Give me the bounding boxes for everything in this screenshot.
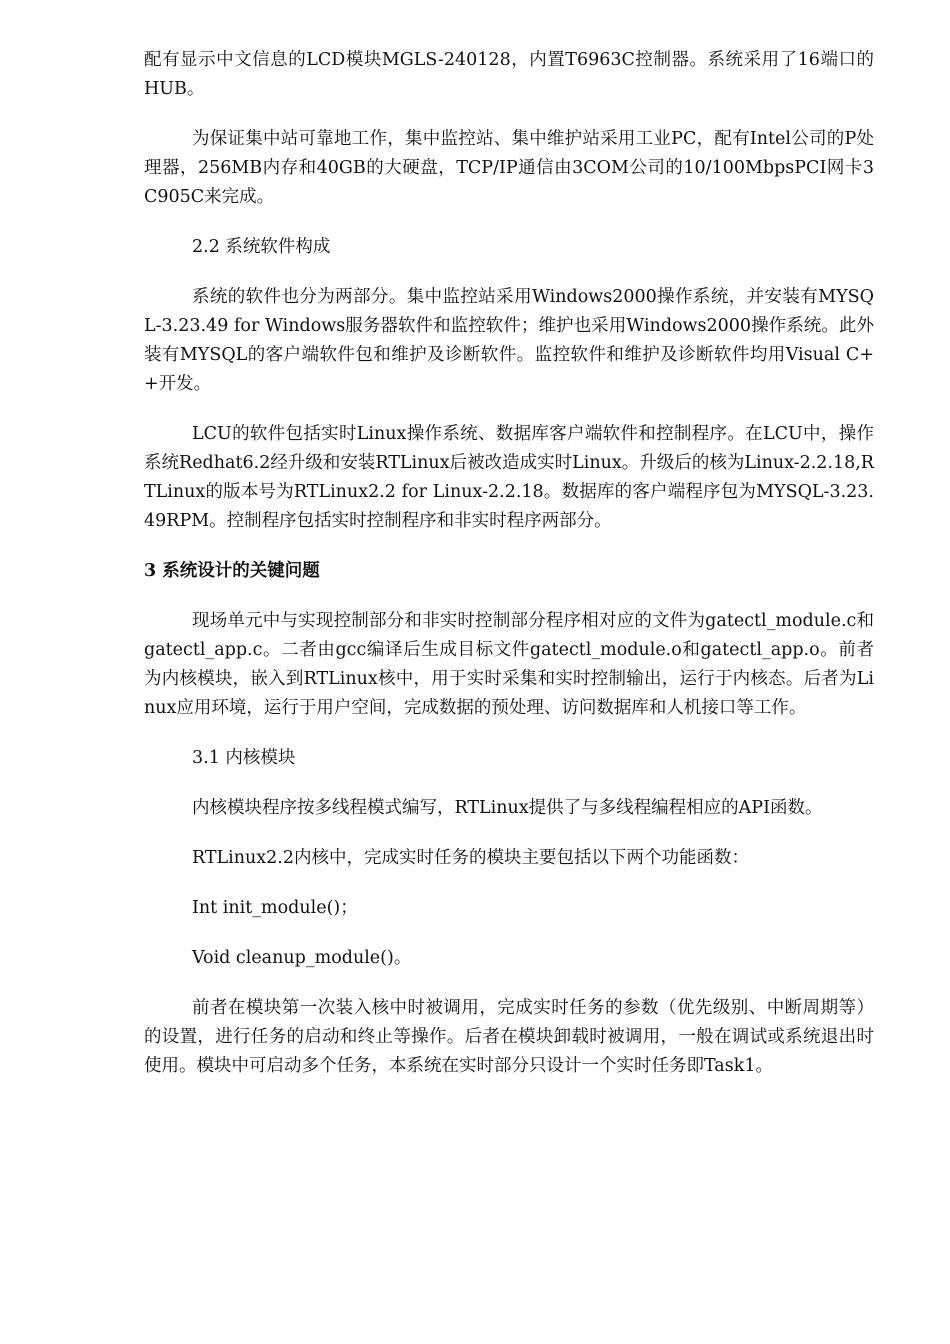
paragraph-software-overview: 系统的软件也分为两部分。集中监控站采用Windows2000操作系统，并安装有MYSQL-3.23.49 for Windows服务器软件和监控软件；维护也采用Windows2000操作系统。此外装有MYSQL的客户端软件包和维护及诊断软件。监控软件和维护及诊断软件均用Visual C++开发。 (144, 287, 874, 394)
section-heading-2-2: 2.2 系统软件构成 (192, 237, 331, 257)
code-cleanup-module: Void cleanup_module()。 (192, 948, 412, 968)
code-init-module: Int init_module()； (192, 898, 358, 918)
section-heading-3-1: 3.1 内核模块 (192, 748, 296, 768)
paragraph-multithread: 内核模块程序按多线程模式编写，RTLinux提供了与多线程编程相应的API函数。 (192, 798, 823, 818)
paragraph-module-files: 现场单元中与实现控制部分和非实时控制部分程序相对应的文件为gatectl_module.c和gatectl_app.c。二者由gcc编译后生成目标文件gatectl_module.o和gatectl_app.o。前者为内核模块，嵌入到RTLinux核中，用于实时采集和实时控制输出，运行于内核态。后者为Linux应用环境，运行于用户空间，完成数据的预处理、访问数据库和人机接口等工作。 (144, 611, 874, 718)
paragraph-module-lifecycle: 前者在模块第一次装入核中时被调用，完成实时任务的参数（优先级别、中断周期等）的设置，进行任务的启动和终止等操作。后者在模块卸载时被调用，一般在调试或系统退出时使用。模块中可启动多个任务，本系统在实时部分只设计一个实时任务即Task1。 (144, 998, 874, 1076)
section-heading-3: 3 系统设计的关键问题 (144, 561, 320, 581)
paragraph-hardware-pc: 为保证集中站可靠地工作，集中监控站、集中维护站采用工业PC，配有Intel公司的P处理器，256MB内存和40GB的大硬盘，TCP/IP通信由3COM公司的10/100MbpsPCI网卡3C905C来完成。 (144, 129, 874, 207)
paragraph-lcd-module: 配有显示中文信息的LCD模块MGLS-240128，内置T6963C控制器。系统采用了16端口的HUB。 (144, 50, 874, 99)
document-page (144, 46, 874, 1102)
paragraph-lcu-software: LCU的软件包括实时Linux操作系统、数据库客户端软件和控制程序。在LCU中，操作系统Redhat6.2经升级和安装RTLinux后被改造成实时Linux。升级后的核为Linux-2.2.18,RTLinux的版本号为RTLinux2.2 for Linux-2.2.18。数据库的客户端程序包为MYSQL-3.23.49RPM。控制程序包括实时控制程序和非实时程序两部分。 (144, 424, 874, 531)
paragraph-rtlinux-functions: RTLinux2.2内核中，完成实时任务的模块主要包括以下两个功能函数： (192, 848, 749, 868)
